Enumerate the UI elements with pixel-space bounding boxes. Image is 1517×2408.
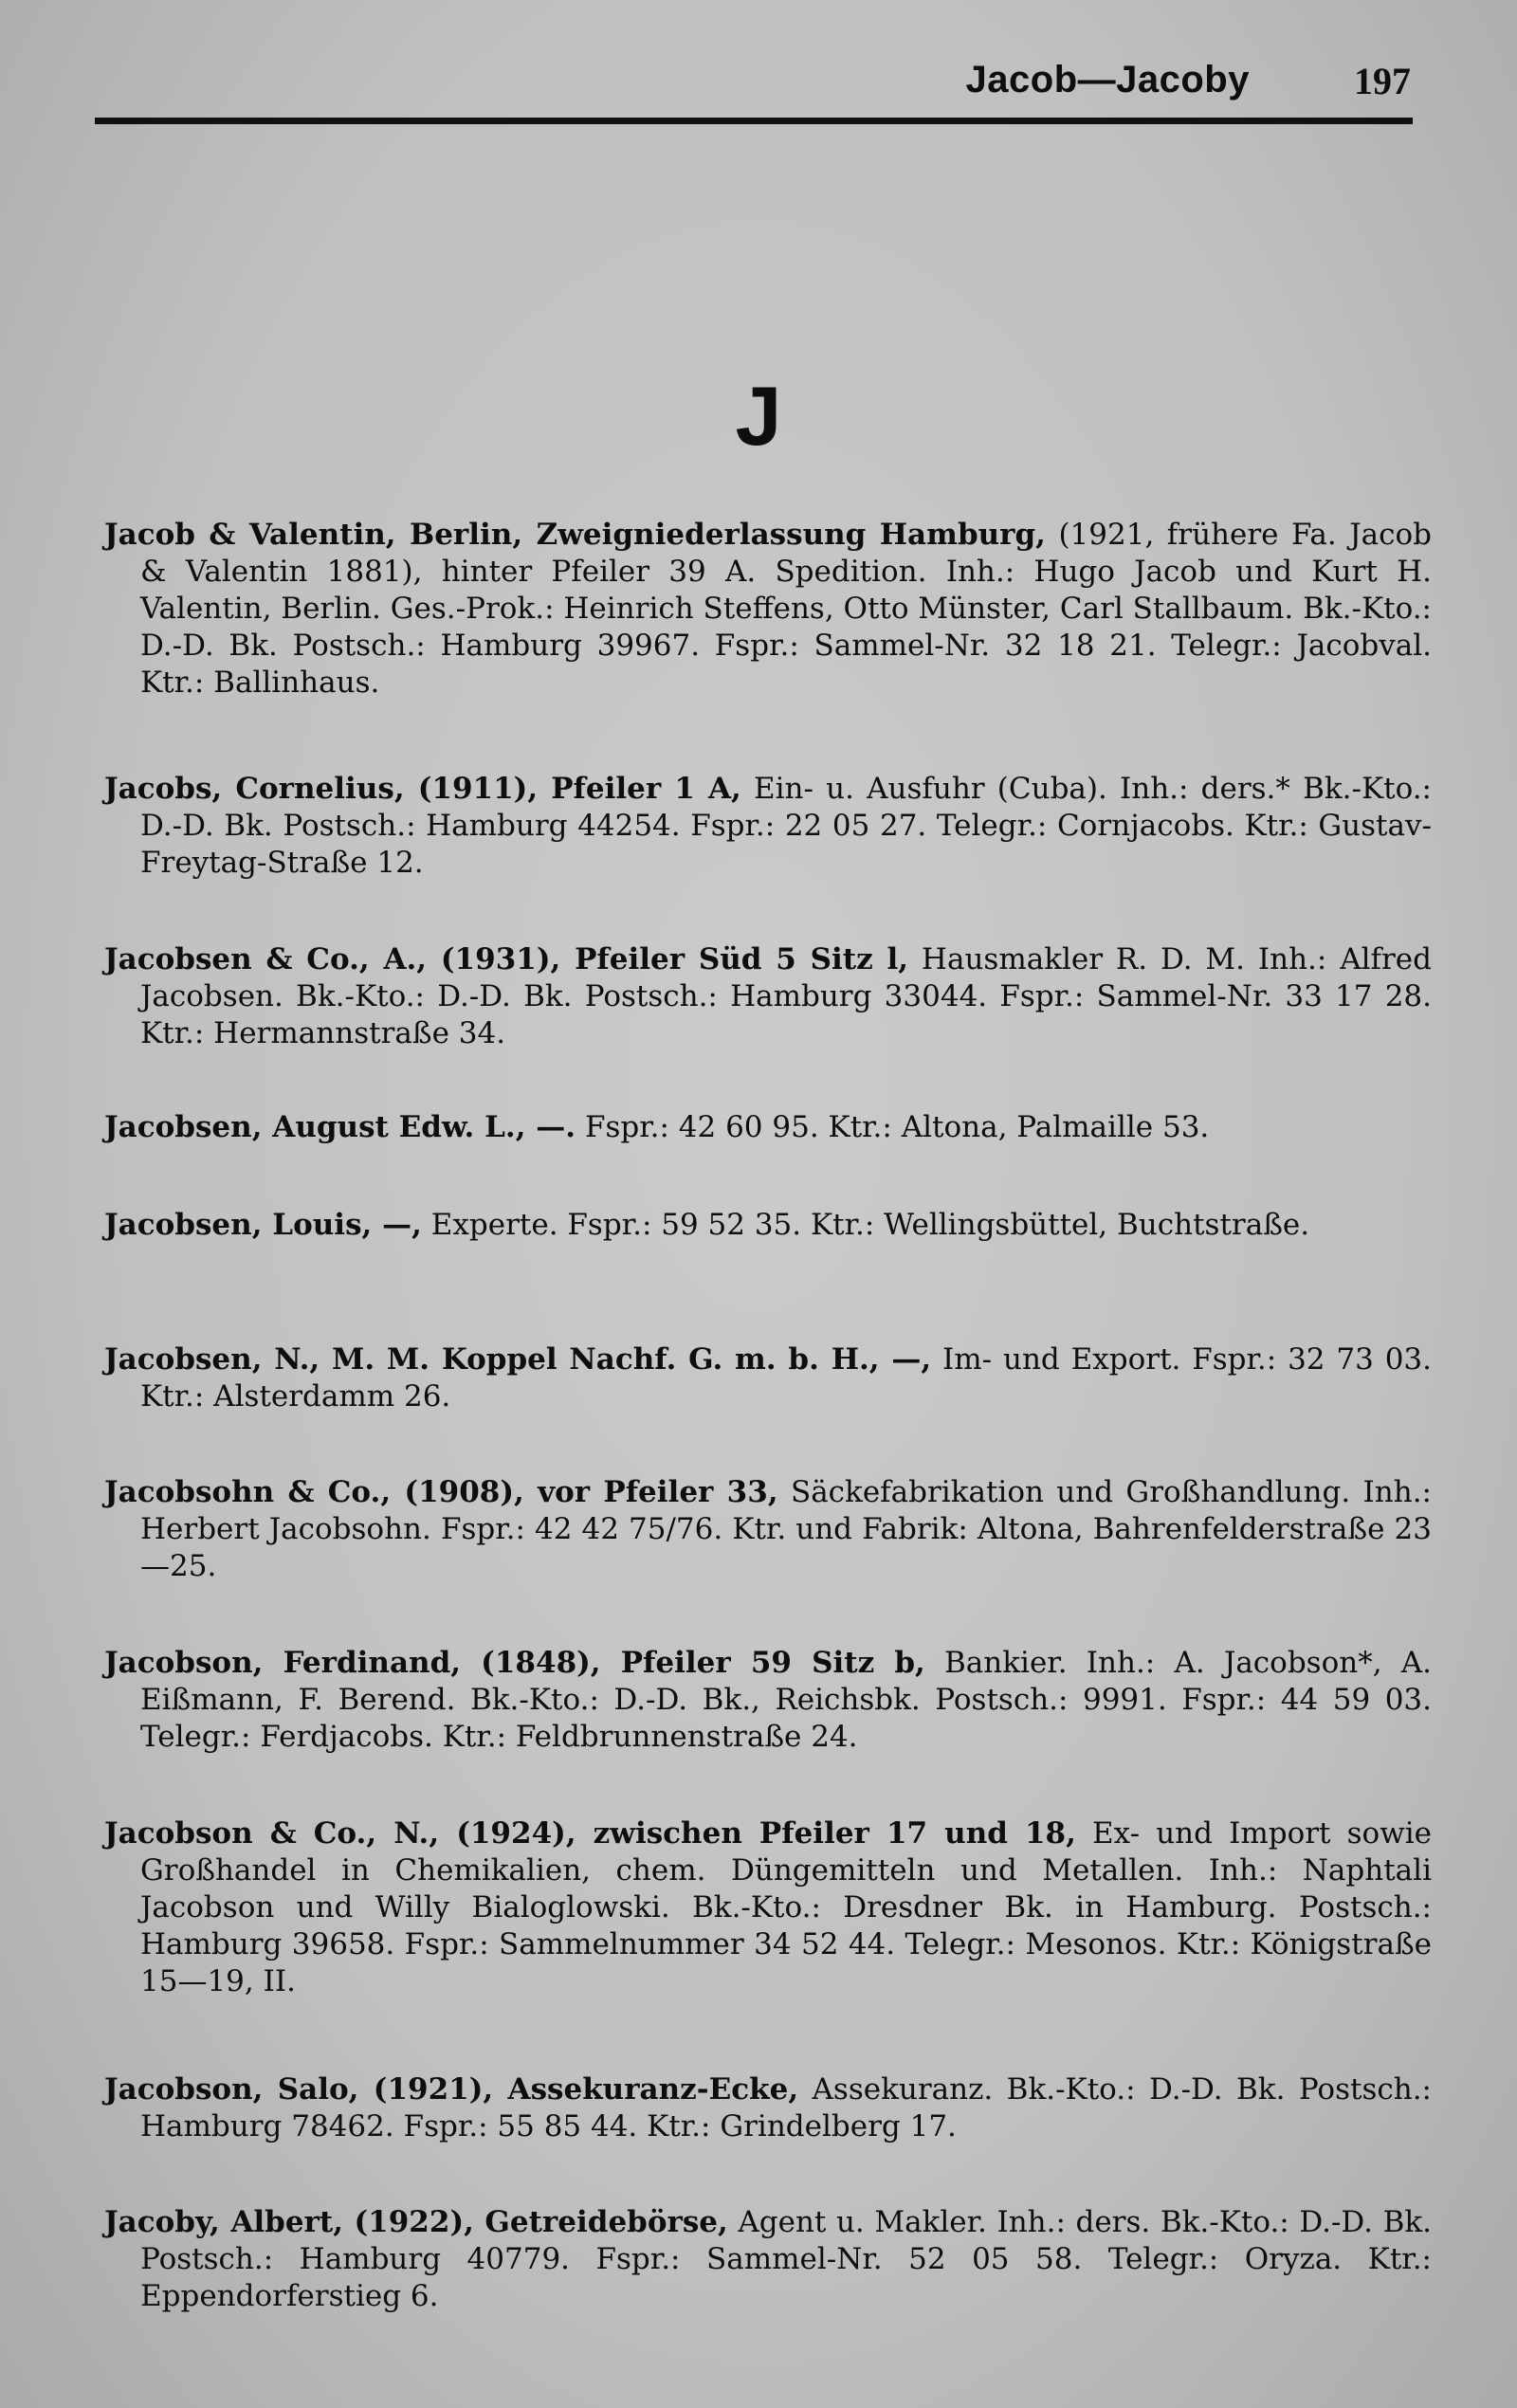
directory-entry (104, 1645, 1432, 1756)
directory-entry (104, 517, 1432, 702)
entry-text: Assekuranz. Bk.-Kto.: D.-D. Bk. Postsch.: Hamburg 78462. Fspr.: 55 85 44. Ktr.: Grindelberg 17. (140, 2072, 1432, 2143)
entry-lead: —, (879, 1342, 932, 1377)
page-number: 197 (1354, 60, 1411, 102)
entry-name: Jacoby, Albert, (104, 2205, 343, 2239)
directory-entry (104, 2204, 1432, 2315)
entry-name: Jacobsen, August Edw. L., (104, 1110, 526, 1144)
entry-name: Jacobsen, N., M. M. Koppel Nachf. G. m. b. H., (104, 1342, 880, 1377)
directory-entry (104, 941, 1432, 1052)
directory-entry (104, 1341, 1432, 1415)
directory-entry (104, 1109, 1432, 1146)
directory-entry (104, 1207, 1432, 1244)
directory-entry (104, 2071, 1432, 2145)
entry-text: Im- und Export. Fspr.: 32 73 03. Ktr.: Alsterdamm 26. (140, 1342, 1432, 1414)
entry-lead: (1921), Assekuranz-Ecke, (358, 2072, 799, 2107)
entry-lead: (1911), Pfeiler 1 A, (404, 772, 741, 806)
entry-name: Jacobson, Salo, (104, 2072, 359, 2107)
entry-name: Jacobson, Ferdinand, (104, 1646, 462, 1680)
entry-name: Jacobsen & Co., A., (104, 942, 428, 976)
entry-name: Jacob & Valentin, Berlin, (104, 518, 523, 552)
entry-lead: Zweigniederlassung Hamburg, (522, 518, 1046, 552)
directory-entry (104, 1474, 1432, 1585)
directory-entry (104, 1815, 1432, 2000)
entry-text: Experte. Fspr.: 59 52 35. Ktr.: Wellingsbüttel, Buchtstraße. (421, 1208, 1310, 1242)
entry-text: Fspr.: 42 60 95. Ktr.: Altona, Palmaille 53. (576, 1110, 1210, 1144)
directory-entry (104, 771, 1432, 882)
entry-lead: (1931), Pfeiler Süd 5 Sitz l, (427, 942, 909, 976)
entry-lead: (1908), vor Pfeiler 33, (391, 1475, 778, 1509)
section-letter: J (735, 369, 782, 463)
header-rule (95, 118, 1413, 124)
entry-lead: —, (372, 1208, 422, 1242)
entry-text: Säckefabrikation und Großhandlung. Inh.: Herbert Jacobsohn. Fspr.: 42 42 75/76. Ktr. und Fabrik: Altona, Bahrenfelderstraße 23—25. (140, 1475, 1432, 1583)
page-header (95, 55, 1411, 108)
entry-text: Bankier. Inh.: A. Jacobson*, A. Eißmann, F. Berend. Bk.-Kto.: D.-D. Bk., Reichsbk. Postsch.: 9991. Fspr.: 44 59 03. Telegr.: Ferdjacobs. Ktr.: Feldbrunnenstraße 24. (140, 1646, 1432, 1754)
entry-text: (1921, frühere Fa. Jacob & Valentin 1881), hinter Pfeiler 39 A. Spedition. Inh.: Hugo Jacob und Kurt H. Valentin, Berlin. Ges.-Prok.: Heinrich Steffens, Otto Münster, Carl Stallbaum. Bk.-Kto.: D.-D. Bk. Postsch.: Hamburg 39967. Fspr.: Sammel-Nr. 32 18 21. Telegr.: Jacobval. Ktr.: Ballinhaus. (140, 518, 1433, 700)
entry-lead: (1922), Getreidebörse, (343, 2205, 728, 2239)
entry-text: Ex- und Import sowie Großhandel in Chemikalien, chem. Düngemitteln und Metallen. Inh.: Naphtali Jacobson und Willy Bialoglowski. Bk.-Kto.: Dresdner Bk. in Hamburg. Postsch.: Hamburg 39658. Fspr.: Sammelnummer 34 52 44. Telegr.: Mesonos. Ktr.: Königstraße 15—19, II. (140, 1816, 1432, 1998)
entry-name: Jacobsohn & Co., (104, 1475, 392, 1509)
entry-text: Hausmakler R. D. M. Inh.: Alfred Jacobsen. Bk.-Kto.: D.-D. Bk. Postsch.: Hamburg 33044. Fspr.: Sammel-Nr. 33 17 28. Ktr.: Hermannstraße 34. (140, 942, 1432, 1050)
entry-text: Agent u. Makler. Inh.: ders. Bk.-Kto.: D.-D. Bk. Postsch.: Hamburg 40779. Fspr.: Sammel-Nr. 52 05 58. Telegr.: Oryza. Ktr.: Eppendorferstieg 6. (140, 2205, 1432, 2313)
entry-name: Jacobs, Cornelius, (104, 772, 405, 806)
entry-name: Jacobson & Co., N., (104, 1816, 440, 1851)
entry-text: Ein- u. Ausfuhr (Cuba). Inh.: ders.* Bk.-Kto.: D.-D. Bk. Postsch.: Hamburg 44254. Fspr.: 22 05 27. Telegr.: Cornjacobs. Ktr.: Gustav-Freytag-Straße 12. (140, 772, 1433, 880)
entry-name: Jacobsen, Louis, (104, 1208, 373, 1242)
entry-lead: —. (525, 1110, 576, 1144)
entry-lead: (1924), zwischen Pfeiler 17 und 18, (439, 1816, 1076, 1851)
running-head: Jacob—Jacoby (965, 59, 1250, 100)
entry-lead: (1848), Pfeiler 59 Sitz b, (461, 1646, 925, 1680)
